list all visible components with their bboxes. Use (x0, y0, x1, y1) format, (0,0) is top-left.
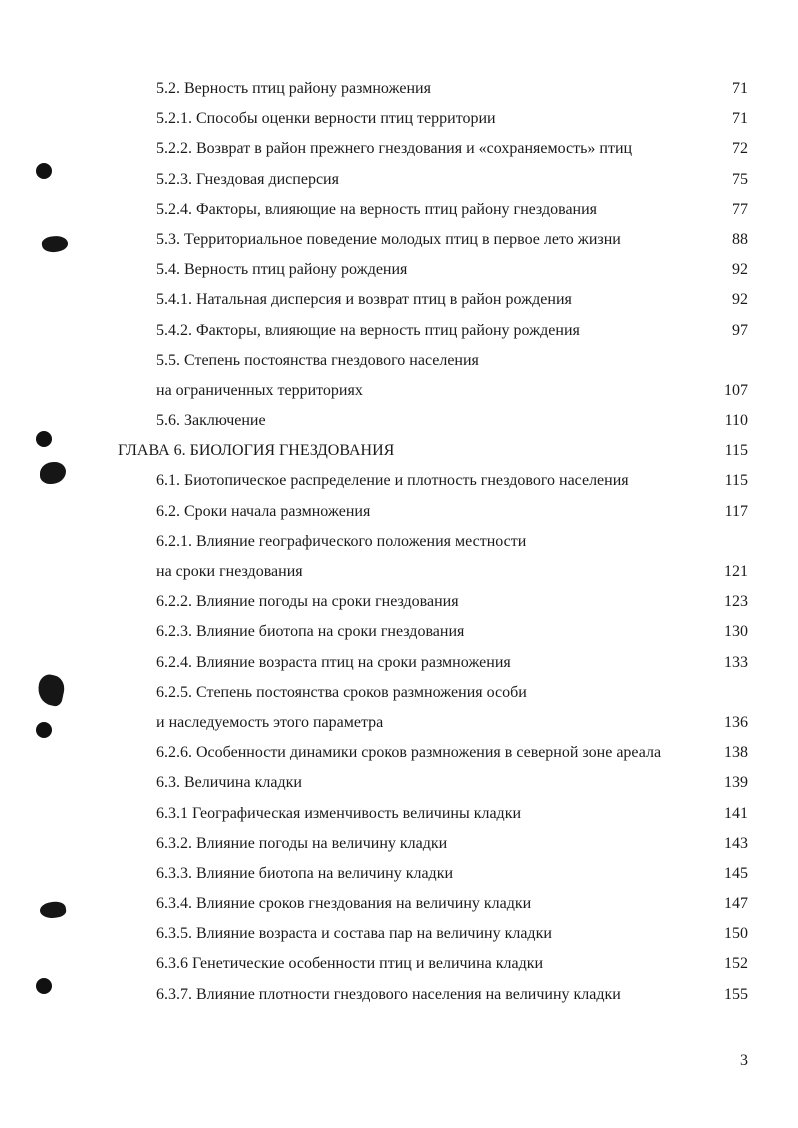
toc-entry-page: 138 (724, 744, 748, 762)
toc-entry-page: 97 (732, 321, 748, 339)
toc-entry-page: 133 (724, 653, 748, 671)
toc-entry (0, 708, 798, 738)
toc-entry-title: 6.3.1 Географическая изменчивость величины кладки (156, 804, 522, 822)
toc-entry (0, 648, 798, 678)
toc-entry-page: 155 (724, 985, 748, 1003)
toc-entry (0, 859, 798, 889)
toc-entry-page: 152 (724, 955, 748, 973)
toc-entry (0, 255, 798, 285)
toc-entry-title: 5.3. Территориальное поведение молодых птиц в первое лето жизни (156, 230, 621, 248)
toc-entry-page: 123 (724, 593, 748, 611)
toc-entry (0, 165, 798, 195)
toc-entry (0, 557, 798, 587)
toc-entry (0, 980, 798, 1010)
toc-entry (0, 889, 798, 919)
toc-entry-title: 6.3. Величина кладки (156, 774, 302, 792)
toc-entry-title: на ограниченных территориях (156, 381, 363, 399)
toc-entry-title: 6.3.3. Влияние биотопа на величину кладки (156, 864, 454, 882)
toc-entry-title: 5.2.3. Гнездовая дисперсия (156, 170, 339, 188)
toc-entry-page: 121 (724, 563, 748, 580)
toc-entry-title: 6.3.5. Влияние возраста и состава пар на величину кладки (156, 925, 552, 943)
toc-entry (0, 497, 798, 527)
toc-entry-title: 6.2.5. Степень постоянства сроков размножения особи (156, 683, 527, 701)
toc-entry-page: 92 (732, 291, 748, 309)
toc-entry-title: 6.3.2. Влияние погоды на величину кладки (156, 834, 448, 852)
toc-entry (0, 134, 798, 164)
toc-entry-page: 71 (732, 80, 748, 97)
toc-entry (0, 195, 798, 225)
toc-entry (0, 949, 798, 979)
toc-entry-page: 139 (724, 774, 748, 792)
toc-entry (0, 587, 798, 617)
toc-entry (0, 285, 798, 315)
toc-entry (0, 829, 798, 859)
toc-entry (0, 346, 798, 376)
toc-entry-page: 115 (724, 442, 748, 460)
toc-entry-title: 5.5. Степень постоянства гнездового населения (156, 351, 479, 369)
toc-entry-title: 6.2.2. Влияние погоды на сроки гнездования (156, 593, 459, 611)
toc-entry-title: 6.2.4. Влияние возраста птиц на сроки размножения (156, 653, 511, 671)
toc-entry-page: 130 (724, 623, 748, 641)
toc-entry (0, 406, 798, 436)
toc-entry (0, 376, 798, 406)
toc-entry-title: 6.2.1. Влияние географического положения местности (156, 532, 527, 550)
toc-entry (0, 678, 798, 708)
toc-entry-title: 6.2.3. Влияние биотопа на сроки гнездования (156, 623, 465, 641)
toc-entry-title: 5.2. Верность птиц району размножения (156, 80, 431, 97)
toc-entry-title: 6.3.7. Влияние плотности гнездового населения на величину кладки (156, 985, 621, 1003)
toc-entry-title: 5.2.1. Способы оценки верности птиц территории (156, 110, 496, 128)
toc-entry-title: 5.4. Верность птиц району рождения (156, 261, 408, 279)
toc-entry (0, 104, 798, 134)
toc-entry-page: 110 (724, 412, 748, 430)
toc-entry (0, 738, 798, 768)
toc-entry (0, 316, 798, 346)
toc-entry-page: 150 (724, 925, 748, 943)
toc-entry-title: 6.2.6. Особенности динамики сроков размножения в северной зоне ареала (156, 744, 662, 762)
toc-entry-title: 6.3.4. Влияние сроков гнездования на величину кладки (156, 895, 532, 913)
table-of-contents (0, 74, 798, 1010)
toc-entry-title: 6.1. Биотопическое распределение и плотность гнездового населения (156, 472, 629, 490)
toc-entry-title: 5.2.4. Факторы, влияющие на верность птиц району гнездования (156, 200, 598, 218)
toc-entry-page: 88 (732, 230, 748, 248)
toc-entry-page: 141 (724, 804, 748, 822)
toc-entry-page: 72 (732, 140, 748, 158)
toc-entry (0, 466, 798, 496)
toc-entry-page: 117 (724, 502, 748, 520)
toc-entry-page: 143 (724, 834, 748, 852)
toc-entry (0, 617, 798, 647)
toc-entry-page: 75 (732, 170, 748, 188)
toc-chapter-entry (0, 436, 798, 466)
toc-entry-page: 71 (732, 110, 748, 128)
toc-entry-title: ГЛАВА 6. БИОЛОГИЯ ГНЕЗДОВАНИЯ (118, 442, 395, 460)
toc-entry (0, 74, 798, 104)
toc-entry-page: 92 (732, 261, 748, 279)
toc-entry (0, 225, 798, 255)
toc-entry-page: 145 (724, 864, 748, 882)
toc-entry-title: 5.6. Заключение (156, 412, 266, 430)
toc-entry (0, 919, 798, 949)
toc-entry-title: 6.3.6 Генетические особенности птиц и величина кладки (156, 955, 544, 973)
toc-entry (0, 527, 798, 557)
toc-entry-page: 147 (724, 895, 748, 913)
toc-entry-title: 5.4.1. Натальная дисперсия и возврат птиц в район рождения (156, 291, 572, 309)
toc-entry (0, 799, 798, 829)
toc-entry-page: 115 (724, 472, 748, 490)
toc-entry-page: 77 (732, 200, 748, 218)
toc-entry-page: 107 (724, 381, 748, 399)
toc-entry-title: и наследуемость этого параметра (156, 713, 384, 731)
toc-entry-title: на сроки гнездования (156, 563, 303, 580)
toc-entry-title: 6.2. Сроки начала размножения (156, 502, 371, 520)
toc-entry-page: 136 (724, 713, 748, 731)
toc-entry-title: 5.2.2. Возврат в район прежнего гнездования и «сохраняемость» птиц (156, 140, 633, 158)
page-number: 3 (740, 1052, 748, 1069)
toc-entry (0, 768, 798, 798)
toc-entry-title: 5.4.2. Факторы, влияющие на верность птиц району рождения (156, 321, 580, 339)
